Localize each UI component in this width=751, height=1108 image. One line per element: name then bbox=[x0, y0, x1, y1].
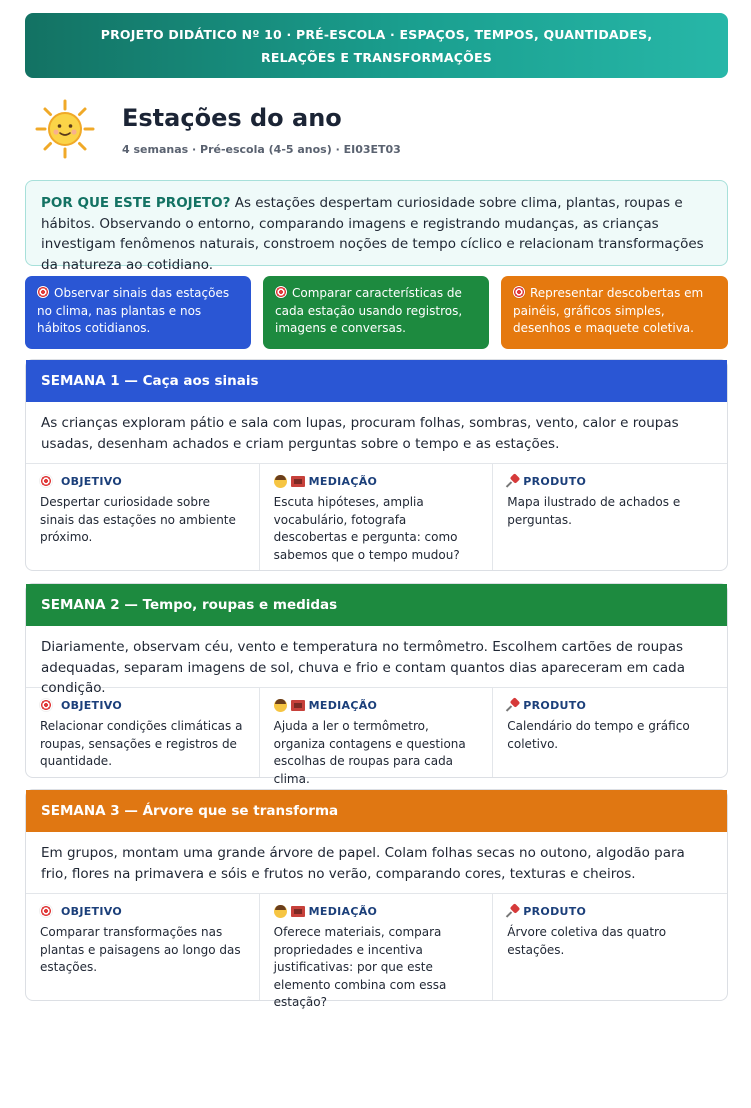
objective-label: OBJETIVO bbox=[61, 904, 123, 918]
target-icon bbox=[40, 699, 52, 711]
teacher-face-icon bbox=[274, 475, 287, 488]
objective-column bbox=[26, 894, 260, 1000]
pushpin-icon bbox=[507, 905, 519, 917]
product-column bbox=[493, 894, 727, 1000]
project-header bbox=[25, 95, 728, 167]
teacher-face-icon bbox=[274, 699, 287, 712]
week-columns-3 bbox=[26, 894, 727, 1009]
goal-card-2 bbox=[263, 276, 489, 349]
why-box bbox=[25, 180, 728, 273]
week-title-2: SEMANA 2 — Tempo, roupas e medidas bbox=[26, 584, 727, 626]
week-card-1 bbox=[25, 359, 728, 571]
project-banner: PROJETO DIDÁTICO Nº 10 · PRÉ-ESCOLA · ESPAÇOS, TEMPOS, QUANTIDADES, RELAÇÕES E TRANSFORMAÇÕES bbox=[25, 13, 728, 78]
week-description-3: Em grupos, montam uma grande árvore de papel. Colam folhas secas no outono, algodão para frio, flores na primavera e sóis e frutos no verão, comparando cores, texturas e cheiros. bbox=[26, 832, 727, 894]
product-column bbox=[493, 464, 727, 570]
chalkboard-icon bbox=[291, 476, 305, 487]
target-icon bbox=[275, 286, 287, 298]
mediation-label: MEDIAÇÃO bbox=[308, 474, 378, 488]
mediation-text: Escuta hipóteses, amplia vocabulário, fotografa descobertas e pergunta: como sabemos que o tempo mudou? bbox=[273, 495, 460, 562]
week-title-1: SEMANA 1 — Caça aos sinais bbox=[26, 360, 727, 402]
week-columns-1 bbox=[26, 464, 727, 570]
chalkboard-icon bbox=[291, 906, 305, 917]
mediation-text: Ajuda a ler o termômetro, organiza contagens e questiona escolhas de roupas para cada clima. bbox=[273, 719, 466, 786]
target-icon bbox=[40, 475, 52, 487]
goal-card-1 bbox=[25, 276, 251, 349]
goal-card-3 bbox=[501, 276, 728, 349]
week-title-3: SEMANA 3 — Árvore que se transforma bbox=[26, 790, 727, 832]
pushpin-icon bbox=[507, 699, 519, 711]
objective-text: Comparar transformações nas plantas e paisagens ao longo das estações. bbox=[40, 925, 241, 974]
mediation-text: Oferece materiais, compara propriedades e incentiva justificativas: por que este elemento combina com essa estação? bbox=[273, 925, 447, 1009]
mediation-label: MEDIAÇÃO bbox=[308, 698, 378, 712]
objective-text: Despertar curiosidade sobre sinais das estações no ambiente próximo. bbox=[40, 495, 236, 544]
teacher-face-icon bbox=[274, 905, 287, 918]
goal-text-1: Observar sinais das estações no clima, nas plantas e nos hábitos cotidianos. bbox=[37, 286, 230, 335]
week-columns-2 bbox=[26, 688, 727, 786]
week-description-1: As crianças exploram pátio e sala com lupas, procuram folhas, sombras, vento, calor e roupas usadas, desenham achados e criam perguntas sobre o tempo e as estações. bbox=[26, 402, 727, 464]
product-label: PRODUTO bbox=[523, 904, 587, 918]
product-label: PRODUTO bbox=[523, 474, 587, 488]
product-text: Calendário do tempo e gráfico coletivo. bbox=[507, 719, 690, 751]
product-text: Árvore coletiva das quatro estações. bbox=[507, 925, 667, 957]
week-card-3 bbox=[25, 789, 728, 1009]
mediation-column bbox=[260, 688, 494, 786]
goal-text-3: Representar descobertas em painéis, gráficos simples, desenhos e maquete coletiva. bbox=[513, 286, 704, 335]
sun-icon bbox=[35, 99, 95, 159]
target-icon bbox=[40, 905, 52, 917]
page-title: Estações do ano bbox=[122, 104, 342, 132]
objective-column bbox=[26, 688, 260, 777]
page-subtitle: 4 semanas · Pré-escola (4-5 anos) · EI03ET03 bbox=[122, 143, 401, 156]
objective-label: OBJETIVO bbox=[61, 474, 123, 488]
objective-label: OBJETIVO bbox=[61, 698, 123, 712]
chalkboard-icon bbox=[291, 700, 305, 711]
objective-text: Relacionar condições climáticas a roupas, sensações e registros de quantidade. bbox=[40, 719, 243, 768]
mediation-label: MEDIAÇÃO bbox=[308, 904, 378, 918]
objective-column bbox=[26, 464, 260, 570]
mediation-column bbox=[260, 894, 494, 1009]
goal-text-2: Comparar características de cada estação usando registros, imagens e conversas. bbox=[275, 286, 463, 335]
product-label: PRODUTO bbox=[523, 698, 587, 712]
product-text: Mapa ilustrado de achados e perguntas. bbox=[507, 495, 681, 527]
week-card-2 bbox=[25, 583, 728, 786]
why-label: POR QUE ESTE PROJETO? bbox=[41, 195, 231, 211]
product-column bbox=[493, 688, 727, 777]
target-icon bbox=[513, 286, 525, 298]
target-icon bbox=[37, 286, 49, 298]
week-description-2: Diariamente, observam céu, vento e temperatura no termômetro. Escolhem cartões de roupas adequadas, separam imagens de sol, chuva e frio e contam quantos dias apareceram em cada condição. bbox=[26, 626, 727, 688]
mediation-column bbox=[260, 464, 494, 570]
pushpin-icon bbox=[507, 475, 519, 487]
why-text: As estações despertam curiosidade sobre clima, plantas, roupas e hábitos. Observando o entorno, comparando imagens e registrando mudanças, as crianças investigam fenômenos naturais, constroem noções de tempo cíclico e relacionam transformações da natureza ao cotidiano. bbox=[41, 195, 704, 273]
